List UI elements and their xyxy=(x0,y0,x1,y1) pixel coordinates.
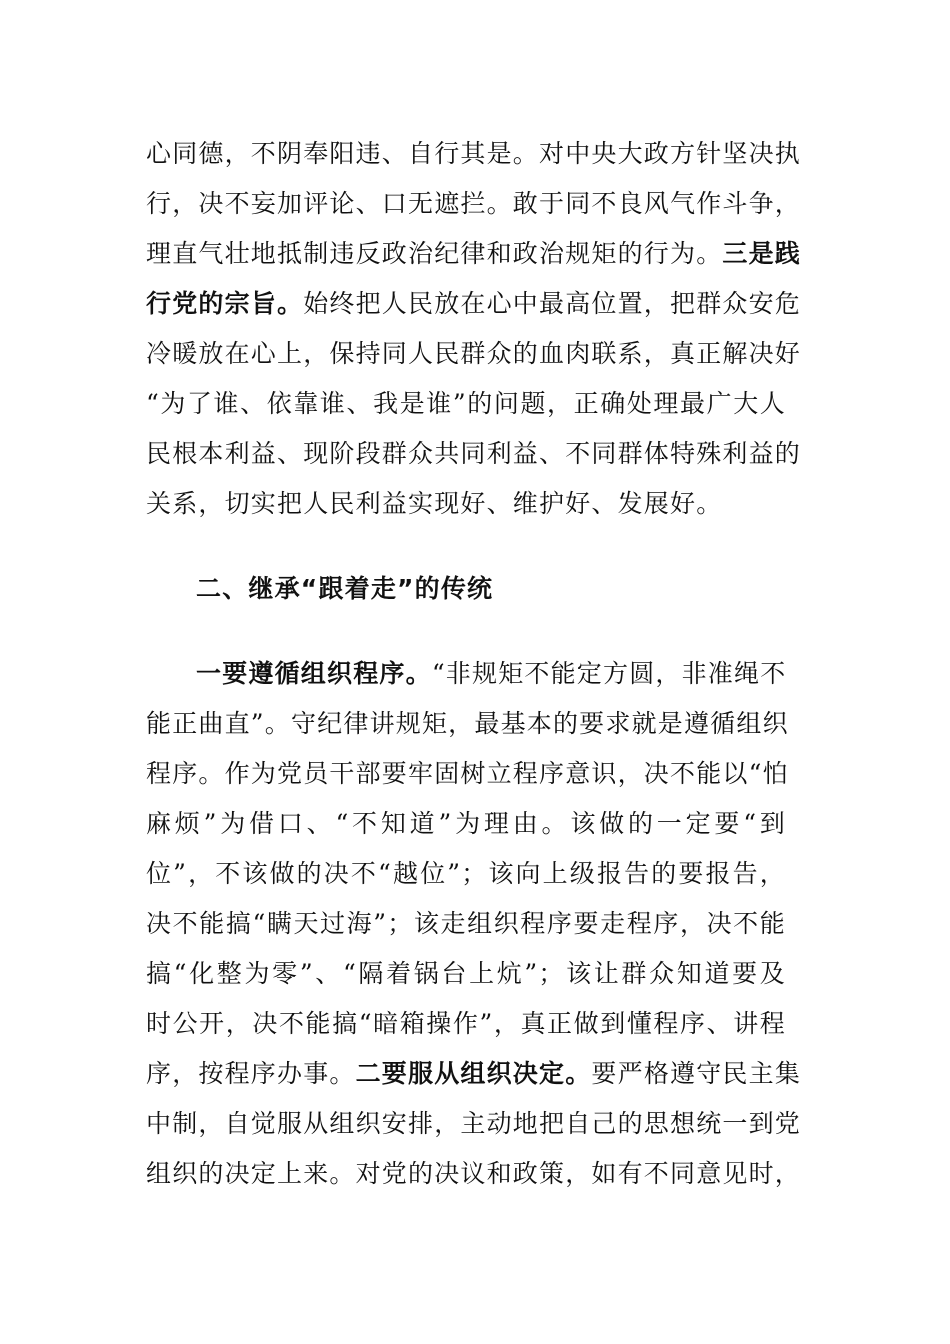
text-line-12: 麻烦”为借口、“不知道”为理由。该做的一定要“到 xyxy=(146,809,786,838)
text-line-9 xyxy=(196,652,786,696)
bold-run: 二要服从组织决定。 xyxy=(355,1059,592,1088)
text-run: 序，按程序办事。 xyxy=(146,1059,356,1088)
text-line-1: 心同德，不阴奉阳违、自行其是。对中央大政方针坚决执 xyxy=(146,139,802,168)
text-run: 要严格遵守民主集 xyxy=(591,1059,802,1088)
text-line-19: 组织的决定上来。对党的决议和政策，如有不同意见时， xyxy=(146,1159,802,1188)
text-line-15: 搞“化整为零”、“隔着锅台上炕”；该让群众知道要及 xyxy=(146,959,786,988)
bold-run: 一要遵循组织程序。 xyxy=(196,659,432,688)
text-run: 始终把人民放在心中最高位置，把群众安危 xyxy=(303,289,802,318)
text-line-10: 能正曲直”。守纪律讲规矩，最基本的要求就是遵循组织 xyxy=(146,709,789,738)
text-line-8: 关系，切实把人民利益实现好、维护好、发展好。 xyxy=(146,489,723,518)
text-line-2: 行，决不妄加评论、口无遮拦。敢于同不良风气作斗争， xyxy=(146,189,802,218)
text-run: “非规矩不能定方圆，非准绳不 xyxy=(431,659,787,688)
text-line-3 xyxy=(146,232,802,276)
section-heading: 二、继承“跟着走”的传统 xyxy=(196,574,494,603)
text-line-5: 冷暖放在心上，保持同人民群众的血肉联系，真正解决好 xyxy=(146,339,802,368)
text-run: 理直气壮地抵制违反政治纪律和政治规矩的行为。 xyxy=(146,239,723,268)
text-line-14: 决不能搞“瞒天过海”；该走组织程序要走程序，决不能 xyxy=(146,909,786,938)
text-line-7: 民根本利益、现阶段群众共同利益、不同群体特殊利益的 xyxy=(146,439,802,468)
text-line-16: 时公开，决不能搞“暗箱操作”，真正做到懂程序、讲程 xyxy=(146,1009,786,1038)
text-line-13: 位”，不该做的决不“越位”；该向上级报告的要报告， xyxy=(146,859,786,888)
text-line-11: 程序。作为党员干部要牢固树立程序意识，决不能以“怕 xyxy=(146,759,789,788)
bold-run: 行党的宗旨。 xyxy=(146,289,304,318)
text-line-17 xyxy=(146,1052,802,1096)
text-line-18: 中制，自觉服从组织安排，主动地把自己的思想统一到党 xyxy=(146,1109,802,1138)
text-line-4 xyxy=(146,282,802,326)
text-line-6: “为了谁、依靠谁、我是谁”的问题，正确处理最广大人 xyxy=(146,389,786,418)
bold-run: 三是践 xyxy=(722,239,802,268)
